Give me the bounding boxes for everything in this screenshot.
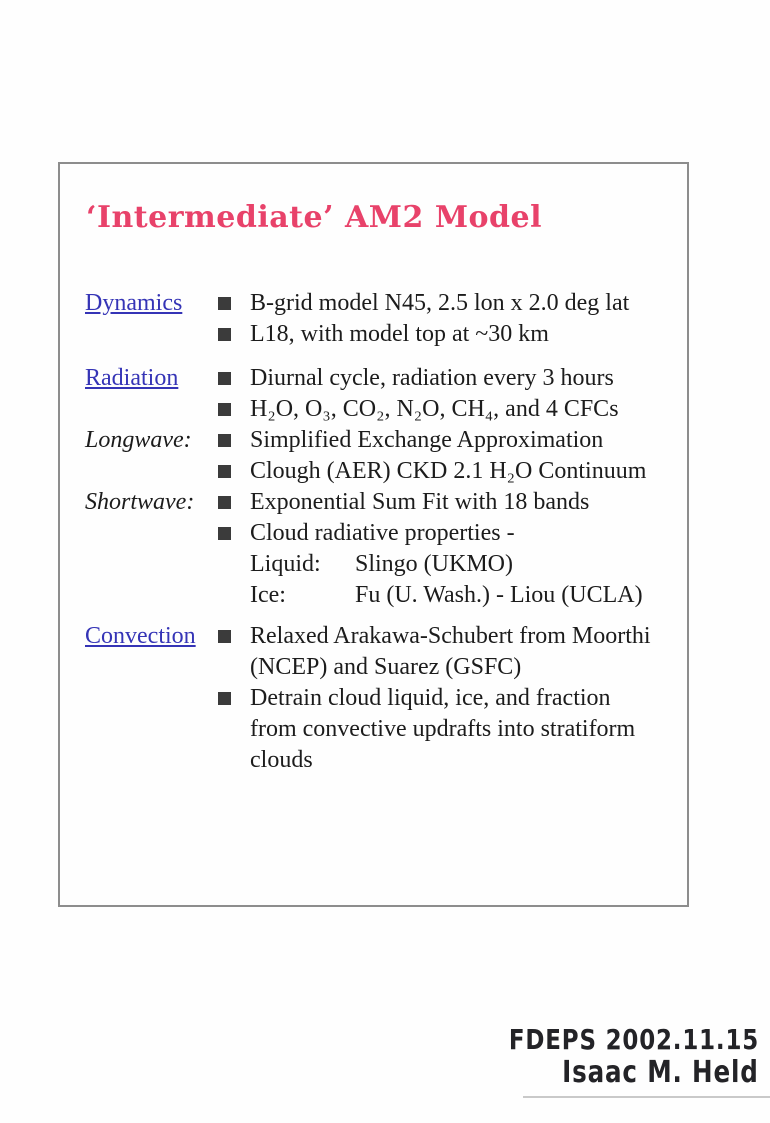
bullet-text: Detrain cloud liquid, ice, and fraction xyxy=(250,685,611,711)
section-label-longwave: Longwave: xyxy=(85,427,192,453)
bullet-square-icon xyxy=(218,372,231,385)
bullet-text: Diurnal cycle, radiation every 3 hours xyxy=(250,365,614,391)
slide-title: ‘Intermediate’ AM2 Model xyxy=(86,200,542,235)
section-link-dynamics[interactable]: Dynamics xyxy=(85,290,183,316)
property-value-liquid: Slingo (UKMO) xyxy=(355,551,514,577)
cloud-property-line xyxy=(250,549,513,580)
bullet-square-icon xyxy=(218,403,231,416)
row-cloud-ice xyxy=(60,580,687,611)
row-dynamics-2 xyxy=(60,319,687,350)
property-label-ice: Ice: xyxy=(250,582,286,608)
row-radiation-2 xyxy=(60,394,687,425)
bullet-square-icon xyxy=(218,527,231,540)
row-convection-cont xyxy=(60,652,687,683)
section-label-shortwave: Shortwave: xyxy=(85,489,195,515)
slide-frame xyxy=(58,162,689,907)
row-shortwave xyxy=(60,487,687,518)
bullet-text-continuation: (NCEP) and Suarez (GSFC) xyxy=(250,654,522,680)
bullet-text: Clough (AER) CKD 2.1 H₂O Continuum xyxy=(250,458,647,484)
bullet-square-icon xyxy=(218,692,231,705)
row-longwave xyxy=(60,425,687,456)
row-convection-2-cont2 xyxy=(60,745,687,776)
bullet-square-icon xyxy=(218,496,231,509)
bullet-square-icon xyxy=(218,434,231,447)
note-event-date: FDEPS 2002.11.15 xyxy=(508,1023,759,1056)
note-underline xyxy=(523,1096,770,1098)
section-link-convection[interactable]: Convection xyxy=(85,623,196,649)
bullet-text: Cloud radiative properties - xyxy=(250,520,515,546)
row-convection-2-cont xyxy=(60,714,687,745)
property-label-liquid: Liquid: xyxy=(250,551,321,577)
cloud-property-line xyxy=(250,580,643,611)
bullet-text: L18, with model top at ~30 km xyxy=(250,321,549,347)
row-dynamics xyxy=(60,288,687,319)
row-radiation xyxy=(60,363,687,394)
section-link-radiation[interactable]: Radiation xyxy=(85,365,179,391)
bullet-square-icon xyxy=(218,328,231,341)
handwritten-note xyxy=(454,1024,759,1091)
bullet-text: H₂O, O₃, CO₂, N₂O, CH₄, and 4 CFCs xyxy=(250,396,619,422)
bullet-text: Simplified Exchange Approximation xyxy=(250,427,604,453)
row-shortwave-2 xyxy=(60,518,687,549)
note-author-name: Isaac M. Held xyxy=(562,1055,759,1091)
bullet-text-continuation: from convective updrafts into stratiform xyxy=(250,716,636,742)
row-cloud-liquid xyxy=(60,549,687,580)
bullet-square-icon xyxy=(218,465,231,478)
row-longwave-2 xyxy=(60,456,687,487)
bullet-text: Relaxed Arakawa-Schubert from Moorthi xyxy=(250,623,651,649)
row-convection-2 xyxy=(60,683,687,714)
row-convection xyxy=(60,621,687,652)
bullet-text: Exponential Sum Fit with 18 bands xyxy=(250,489,590,515)
slide-body xyxy=(60,288,687,776)
bullet-text: B-grid model N45, 2.5 lon x 2.0 deg lat xyxy=(250,290,630,316)
bullet-square-icon xyxy=(218,297,231,310)
bullet-text-continuation: clouds xyxy=(250,747,313,773)
bullet-square-icon xyxy=(218,630,231,643)
property-value-ice: Fu (U. Wash.) - Liou (UCLA) xyxy=(355,582,643,608)
